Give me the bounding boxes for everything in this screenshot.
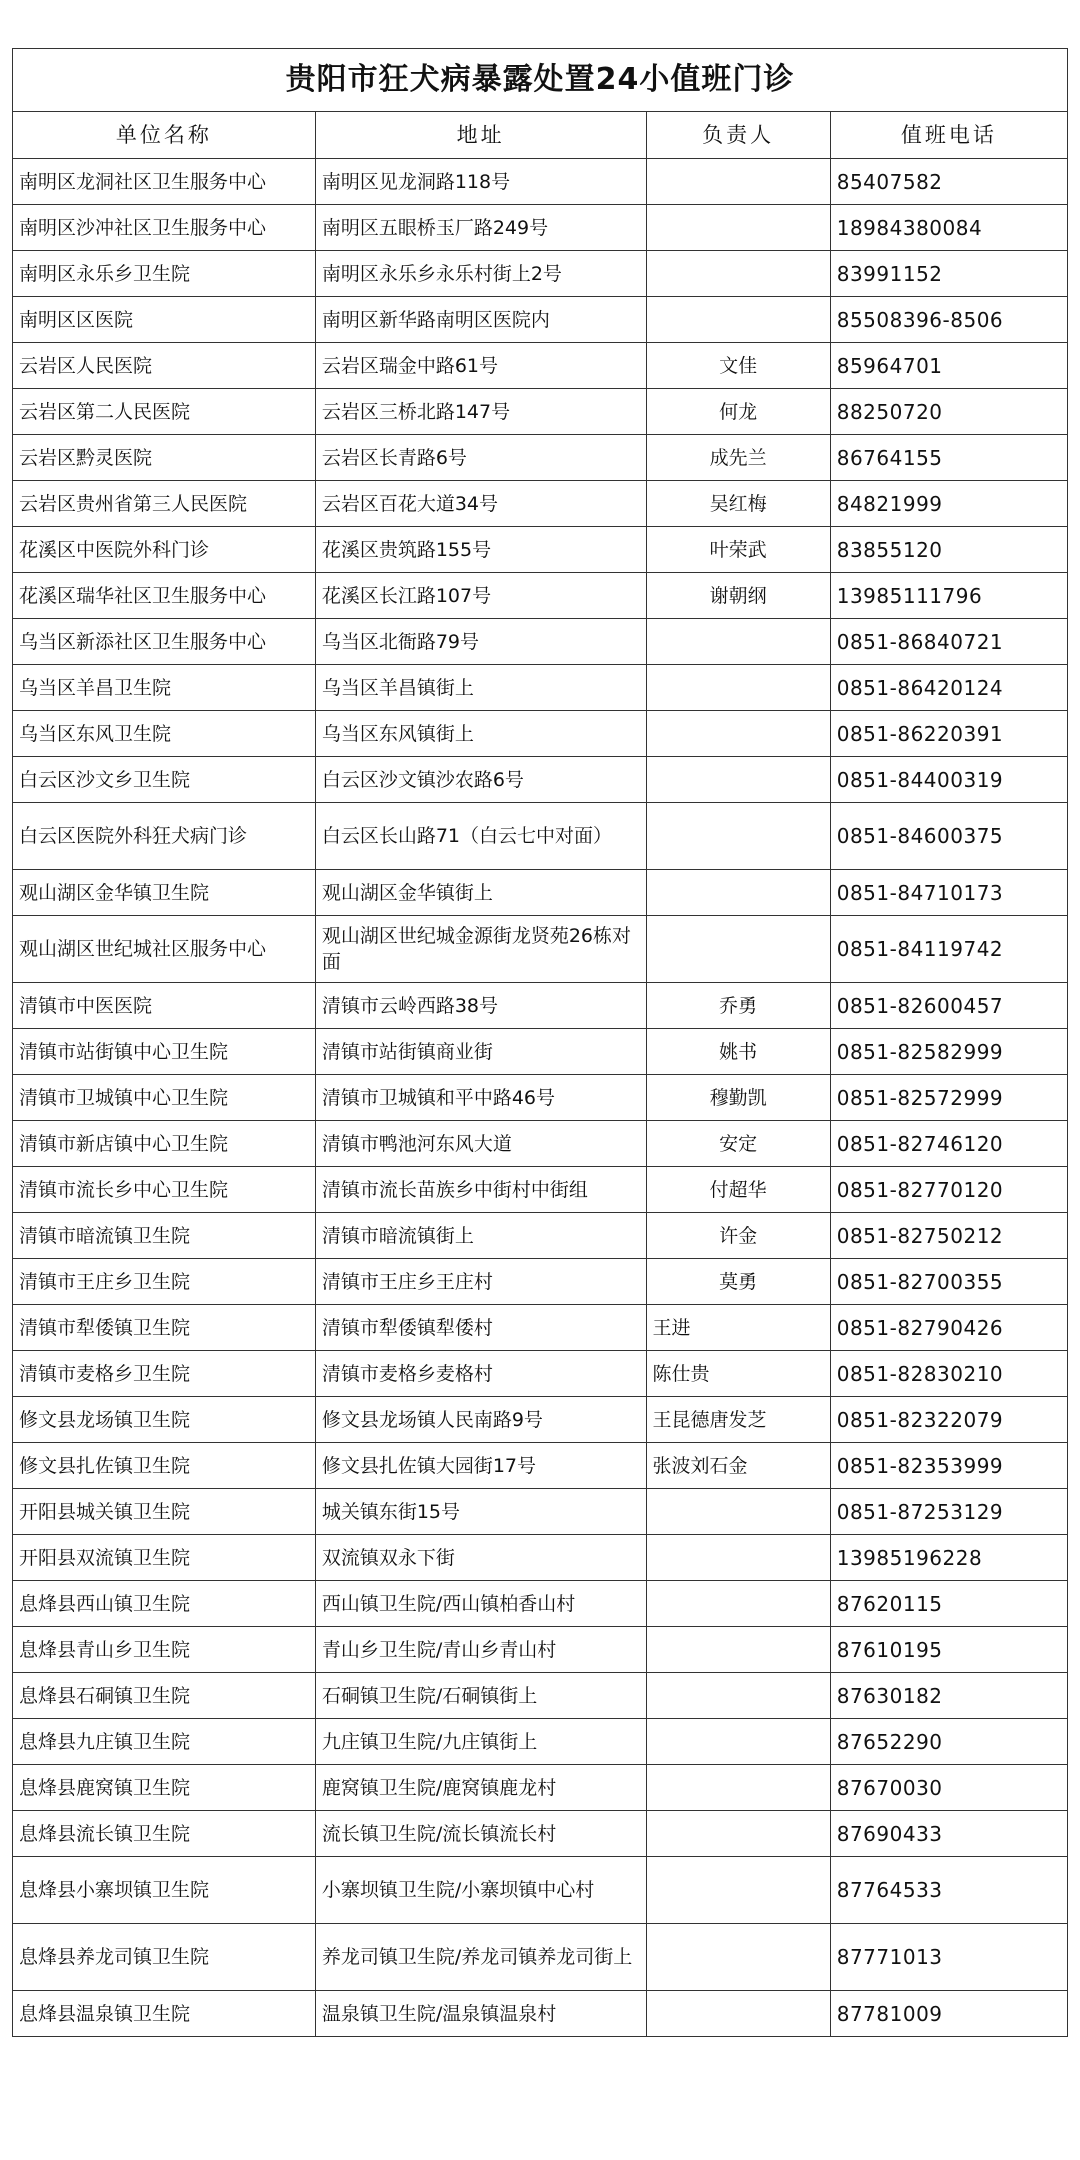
person-cell: 何龙 bbox=[646, 389, 830, 435]
address-cell: 青山乡卫生院/青山乡青山村 bbox=[315, 1627, 646, 1673]
address-cell: 修文县扎佐镇大园街17号 bbox=[315, 1443, 646, 1489]
phone-cell: 0851-82790426 bbox=[830, 1305, 1067, 1351]
unit-cell: 息烽县流长镇卫生院 bbox=[13, 1811, 316, 1857]
unit-cell: 息烽县青山乡卫生院 bbox=[13, 1627, 316, 1673]
table-row bbox=[13, 1535, 1068, 1581]
address-cell: 白云区长山路71（白云七中对面） bbox=[315, 803, 646, 870]
phone-cell: 83991152 bbox=[830, 251, 1067, 297]
table-row bbox=[13, 1857, 1068, 1924]
address-cell: 流长镇卫生院/流长镇流长村 bbox=[315, 1811, 646, 1857]
person-cell bbox=[646, 665, 830, 711]
table-row bbox=[13, 1765, 1068, 1811]
person-cell: 姚书 bbox=[646, 1029, 830, 1075]
table-row bbox=[13, 1489, 1068, 1535]
table-row bbox=[13, 1673, 1068, 1719]
phone-cell: 88250720 bbox=[830, 389, 1067, 435]
phone-cell: 0851-87253129 bbox=[830, 1489, 1067, 1535]
table-row bbox=[13, 251, 1068, 297]
table-row bbox=[13, 619, 1068, 665]
address-cell: 城关镇东街15号 bbox=[315, 1489, 646, 1535]
table-row bbox=[13, 159, 1068, 205]
table-row bbox=[13, 1991, 1068, 2037]
address-cell: 温泉镇卫生院/温泉镇温泉村 bbox=[315, 1991, 646, 2037]
phone-cell: 83855120 bbox=[830, 527, 1067, 573]
phone-cell: 87781009 bbox=[830, 1991, 1067, 2037]
phone-cell: 18984380084 bbox=[830, 205, 1067, 251]
phone-cell: 84821999 bbox=[830, 481, 1067, 527]
address-cell: 南明区见龙洞路118号 bbox=[315, 159, 646, 205]
table-row bbox=[13, 1351, 1068, 1397]
phone-cell: 87670030 bbox=[830, 1765, 1067, 1811]
phone-cell: 87690433 bbox=[830, 1811, 1067, 1857]
address-cell: 清镇市流长苗族乡中街村中街组 bbox=[315, 1167, 646, 1213]
person-cell: 谢朝纲 bbox=[646, 573, 830, 619]
phone-cell: 87610195 bbox=[830, 1627, 1067, 1673]
person-cell: 乔勇 bbox=[646, 983, 830, 1029]
person-cell bbox=[646, 159, 830, 205]
person-cell bbox=[646, 803, 830, 870]
phone-cell: 85964701 bbox=[830, 343, 1067, 389]
person-cell: 王进 bbox=[646, 1305, 830, 1351]
address-cell: 云岩区长青路6号 bbox=[315, 435, 646, 481]
unit-cell: 南明区龙洞社区卫生服务中心 bbox=[13, 159, 316, 205]
phone-cell: 0851-82700355 bbox=[830, 1259, 1067, 1305]
address-cell: 清镇市犁倭镇犁倭村 bbox=[315, 1305, 646, 1351]
table-row bbox=[13, 1029, 1068, 1075]
duty-clinic-table bbox=[12, 48, 1068, 2037]
person-cell bbox=[646, 1924, 830, 1991]
unit-cell: 花溪区中医院外科门诊 bbox=[13, 527, 316, 573]
table-title: 贵阳市狂犬病暴露处置24小值班门诊 bbox=[13, 49, 1068, 112]
address-cell: 观山湖区世纪城金源街龙贤苑26栋对面 bbox=[315, 916, 646, 983]
phone-cell: 87764533 bbox=[830, 1857, 1067, 1924]
unit-cell: 乌当区东风卫生院 bbox=[13, 711, 316, 757]
person-cell bbox=[646, 870, 830, 916]
address-cell: 养龙司镇卫生院/养龙司镇养龙司街上 bbox=[315, 1924, 646, 1991]
address-cell: 云岩区瑞金中路61号 bbox=[315, 343, 646, 389]
unit-cell: 乌当区新添社区卫生服务中心 bbox=[13, 619, 316, 665]
unit-cell: 息烽县温泉镇卫生院 bbox=[13, 1991, 316, 2037]
header-person: 负责人 bbox=[646, 112, 830, 159]
phone-cell: 87771013 bbox=[830, 1924, 1067, 1991]
address-cell: 小寨坝镇卫生院/小寨坝镇中心村 bbox=[315, 1857, 646, 1924]
address-cell: 云岩区百花大道34号 bbox=[315, 481, 646, 527]
address-cell: 九庄镇卫生院/九庄镇街上 bbox=[315, 1719, 646, 1765]
address-cell: 清镇市站街镇商业街 bbox=[315, 1029, 646, 1075]
phone-cell: 0851-82582999 bbox=[830, 1029, 1067, 1075]
phone-cell: 0851-84400319 bbox=[830, 757, 1067, 803]
phone-cell: 0851-86420124 bbox=[830, 665, 1067, 711]
unit-cell: 白云区沙文乡卫生院 bbox=[13, 757, 316, 803]
address-cell: 清镇市麦格乡麦格村 bbox=[315, 1351, 646, 1397]
unit-cell: 云岩区黔灵医院 bbox=[13, 435, 316, 481]
header-phone: 值班电话 bbox=[830, 112, 1067, 159]
address-cell: 修文县龙场镇人民南路9号 bbox=[315, 1397, 646, 1443]
address-cell: 双流镇双永下街 bbox=[315, 1535, 646, 1581]
unit-cell: 息烽县养龙司镇卫生院 bbox=[13, 1924, 316, 1991]
address-cell: 花溪区长江路107号 bbox=[315, 573, 646, 619]
phone-cell: 0851-82770120 bbox=[830, 1167, 1067, 1213]
person-cell bbox=[646, 1535, 830, 1581]
header-row bbox=[13, 112, 1068, 159]
table-row bbox=[13, 527, 1068, 573]
phone-cell: 85508396-8506 bbox=[830, 297, 1067, 343]
unit-cell: 清镇市新店镇中心卫生院 bbox=[13, 1121, 316, 1167]
address-cell: 石硐镇卫生院/石硐镇街上 bbox=[315, 1673, 646, 1719]
phone-cell: 0851-82600457 bbox=[830, 983, 1067, 1029]
table-row bbox=[13, 983, 1068, 1029]
person-cell: 许金 bbox=[646, 1213, 830, 1259]
duty-clinic-sheet bbox=[12, 48, 1068, 2037]
address-cell: 西山镇卫生院/西山镇柏香山村 bbox=[315, 1581, 646, 1627]
phone-cell: 0851-82746120 bbox=[830, 1121, 1067, 1167]
address-cell: 南明区永乐乡永乐村街上2号 bbox=[315, 251, 646, 297]
phone-cell: 0851-82353999 bbox=[830, 1443, 1067, 1489]
phone-cell: 13985196228 bbox=[830, 1535, 1067, 1581]
unit-cell: 清镇市站街镇中心卫生院 bbox=[13, 1029, 316, 1075]
person-cell bbox=[646, 619, 830, 665]
unit-cell: 南明区沙冲社区卫生服务中心 bbox=[13, 205, 316, 251]
header-address: 地址 bbox=[315, 112, 646, 159]
table-row bbox=[13, 1581, 1068, 1627]
person-cell bbox=[646, 916, 830, 983]
unit-cell: 清镇市流长乡中心卫生院 bbox=[13, 1167, 316, 1213]
table-row bbox=[13, 1167, 1068, 1213]
phone-cell: 87630182 bbox=[830, 1673, 1067, 1719]
person-cell bbox=[646, 757, 830, 803]
person-cell: 叶荣武 bbox=[646, 527, 830, 573]
table-row bbox=[13, 343, 1068, 389]
person-cell: 莫勇 bbox=[646, 1259, 830, 1305]
unit-cell: 修文县扎佐镇卫生院 bbox=[13, 1443, 316, 1489]
table-row bbox=[13, 665, 1068, 711]
table-row bbox=[13, 481, 1068, 527]
address-cell: 云岩区三桥北路147号 bbox=[315, 389, 646, 435]
table-row bbox=[13, 803, 1068, 870]
table-row bbox=[13, 1719, 1068, 1765]
unit-cell: 清镇市麦格乡卫生院 bbox=[13, 1351, 316, 1397]
table-row bbox=[13, 1443, 1068, 1489]
person-cell bbox=[646, 711, 830, 757]
person-cell bbox=[646, 1811, 830, 1857]
person-cell: 陈仕贵 bbox=[646, 1351, 830, 1397]
person-cell bbox=[646, 1719, 830, 1765]
address-cell: 花溪区贵筑路155号 bbox=[315, 527, 646, 573]
phone-cell: 86764155 bbox=[830, 435, 1067, 481]
unit-cell: 云岩区人民医院 bbox=[13, 343, 316, 389]
table-row bbox=[13, 1075, 1068, 1121]
table-row bbox=[13, 1811, 1068, 1857]
phone-cell: 13985111796 bbox=[830, 573, 1067, 619]
person-cell: 成先兰 bbox=[646, 435, 830, 481]
table-row bbox=[13, 573, 1068, 619]
person-cell bbox=[646, 297, 830, 343]
unit-cell: 清镇市中医医院 bbox=[13, 983, 316, 1029]
phone-cell: 0851-82750212 bbox=[830, 1213, 1067, 1259]
phone-cell: 0851-82572999 bbox=[830, 1075, 1067, 1121]
person-cell: 付超华 bbox=[646, 1167, 830, 1213]
address-cell: 清镇市暗流镇街上 bbox=[315, 1213, 646, 1259]
phone-cell: 0851-86840721 bbox=[830, 619, 1067, 665]
unit-cell: 云岩区贵州省第三人民医院 bbox=[13, 481, 316, 527]
address-cell: 清镇市鸭池河东风大道 bbox=[315, 1121, 646, 1167]
unit-cell: 息烽县九庄镇卫生院 bbox=[13, 1719, 316, 1765]
person-cell: 穆勤凯 bbox=[646, 1075, 830, 1121]
unit-cell: 乌当区羊昌卫生院 bbox=[13, 665, 316, 711]
unit-cell: 清镇市王庄乡卫生院 bbox=[13, 1259, 316, 1305]
person-cell bbox=[646, 1765, 830, 1811]
table-row bbox=[13, 1305, 1068, 1351]
address-cell: 清镇市王庄乡王庄村 bbox=[315, 1259, 646, 1305]
address-cell: 白云区沙文镇沙农路6号 bbox=[315, 757, 646, 803]
person-cell: 张波刘石金 bbox=[646, 1443, 830, 1489]
header-unit: 单位名称 bbox=[13, 112, 316, 159]
unit-cell: 清镇市暗流镇卫生院 bbox=[13, 1213, 316, 1259]
phone-cell: 0851-86220391 bbox=[830, 711, 1067, 757]
table-row bbox=[13, 297, 1068, 343]
phone-cell: 87620115 bbox=[830, 1581, 1067, 1627]
table-row bbox=[13, 1213, 1068, 1259]
address-cell: 南明区新华路南明区医院内 bbox=[315, 297, 646, 343]
address-cell: 南明区五眼桥玉厂路249号 bbox=[315, 205, 646, 251]
phone-cell: 0851-84710173 bbox=[830, 870, 1067, 916]
table-row bbox=[13, 711, 1068, 757]
person-cell bbox=[646, 251, 830, 297]
unit-cell: 清镇市犁倭镇卫生院 bbox=[13, 1305, 316, 1351]
unit-cell: 修文县龙场镇卫生院 bbox=[13, 1397, 316, 1443]
unit-cell: 花溪区瑞华社区卫生服务中心 bbox=[13, 573, 316, 619]
person-cell bbox=[646, 1857, 830, 1924]
address-cell: 乌当区羊昌镇街上 bbox=[315, 665, 646, 711]
person-cell bbox=[646, 1489, 830, 1535]
phone-cell: 87652290 bbox=[830, 1719, 1067, 1765]
phone-cell: 0851-82830210 bbox=[830, 1351, 1067, 1397]
table-row bbox=[13, 389, 1068, 435]
person-cell: 安定 bbox=[646, 1121, 830, 1167]
unit-cell: 息烽县小寨坝镇卫生院 bbox=[13, 1857, 316, 1924]
address-cell: 清镇市卫城镇和平中路46号 bbox=[315, 1075, 646, 1121]
person-cell: 吴红梅 bbox=[646, 481, 830, 527]
table-row bbox=[13, 916, 1068, 983]
unit-cell: 云岩区第二人民医院 bbox=[13, 389, 316, 435]
table-row bbox=[13, 1397, 1068, 1443]
person-cell bbox=[646, 1991, 830, 2037]
table-row bbox=[13, 1627, 1068, 1673]
unit-cell: 南明区区医院 bbox=[13, 297, 316, 343]
table-row bbox=[13, 757, 1068, 803]
unit-cell: 白云区医院外科狂犬病门诊 bbox=[13, 803, 316, 870]
table-row bbox=[13, 1121, 1068, 1167]
table-row bbox=[13, 435, 1068, 481]
address-cell: 乌当区东风镇街上 bbox=[315, 711, 646, 757]
address-cell: 乌当区北衙路79号 bbox=[315, 619, 646, 665]
phone-cell: 0851-84600375 bbox=[830, 803, 1067, 870]
table-row bbox=[13, 1924, 1068, 1991]
table-row bbox=[13, 1259, 1068, 1305]
unit-cell: 息烽县西山镇卫生院 bbox=[13, 1581, 316, 1627]
unit-cell: 开阳县城关镇卫生院 bbox=[13, 1489, 316, 1535]
phone-cell: 0851-84119742 bbox=[830, 916, 1067, 983]
phone-cell: 0851-82322079 bbox=[830, 1397, 1067, 1443]
unit-cell: 开阳县双流镇卫生院 bbox=[13, 1535, 316, 1581]
person-cell bbox=[646, 1673, 830, 1719]
person-cell bbox=[646, 1627, 830, 1673]
phone-cell: 85407582 bbox=[830, 159, 1067, 205]
address-cell: 鹿窝镇卫生院/鹿窝镇鹿龙村 bbox=[315, 1765, 646, 1811]
address-cell: 清镇市云岭西路38号 bbox=[315, 983, 646, 1029]
table-row bbox=[13, 205, 1068, 251]
unit-cell: 观山湖区世纪城社区服务中心 bbox=[13, 916, 316, 983]
unit-cell: 南明区永乐乡卫生院 bbox=[13, 251, 316, 297]
person-cell: 王昆德唐发芝 bbox=[646, 1397, 830, 1443]
unit-cell: 息烽县石硐镇卫生院 bbox=[13, 1673, 316, 1719]
address-cell: 观山湖区金华镇街上 bbox=[315, 870, 646, 916]
person-cell bbox=[646, 1581, 830, 1627]
unit-cell: 息烽县鹿窝镇卫生院 bbox=[13, 1765, 316, 1811]
person-cell bbox=[646, 205, 830, 251]
table-row bbox=[13, 870, 1068, 916]
unit-cell: 观山湖区金华镇卫生院 bbox=[13, 870, 316, 916]
person-cell: 文佳 bbox=[646, 343, 830, 389]
unit-cell: 清镇市卫城镇中心卫生院 bbox=[13, 1075, 316, 1121]
